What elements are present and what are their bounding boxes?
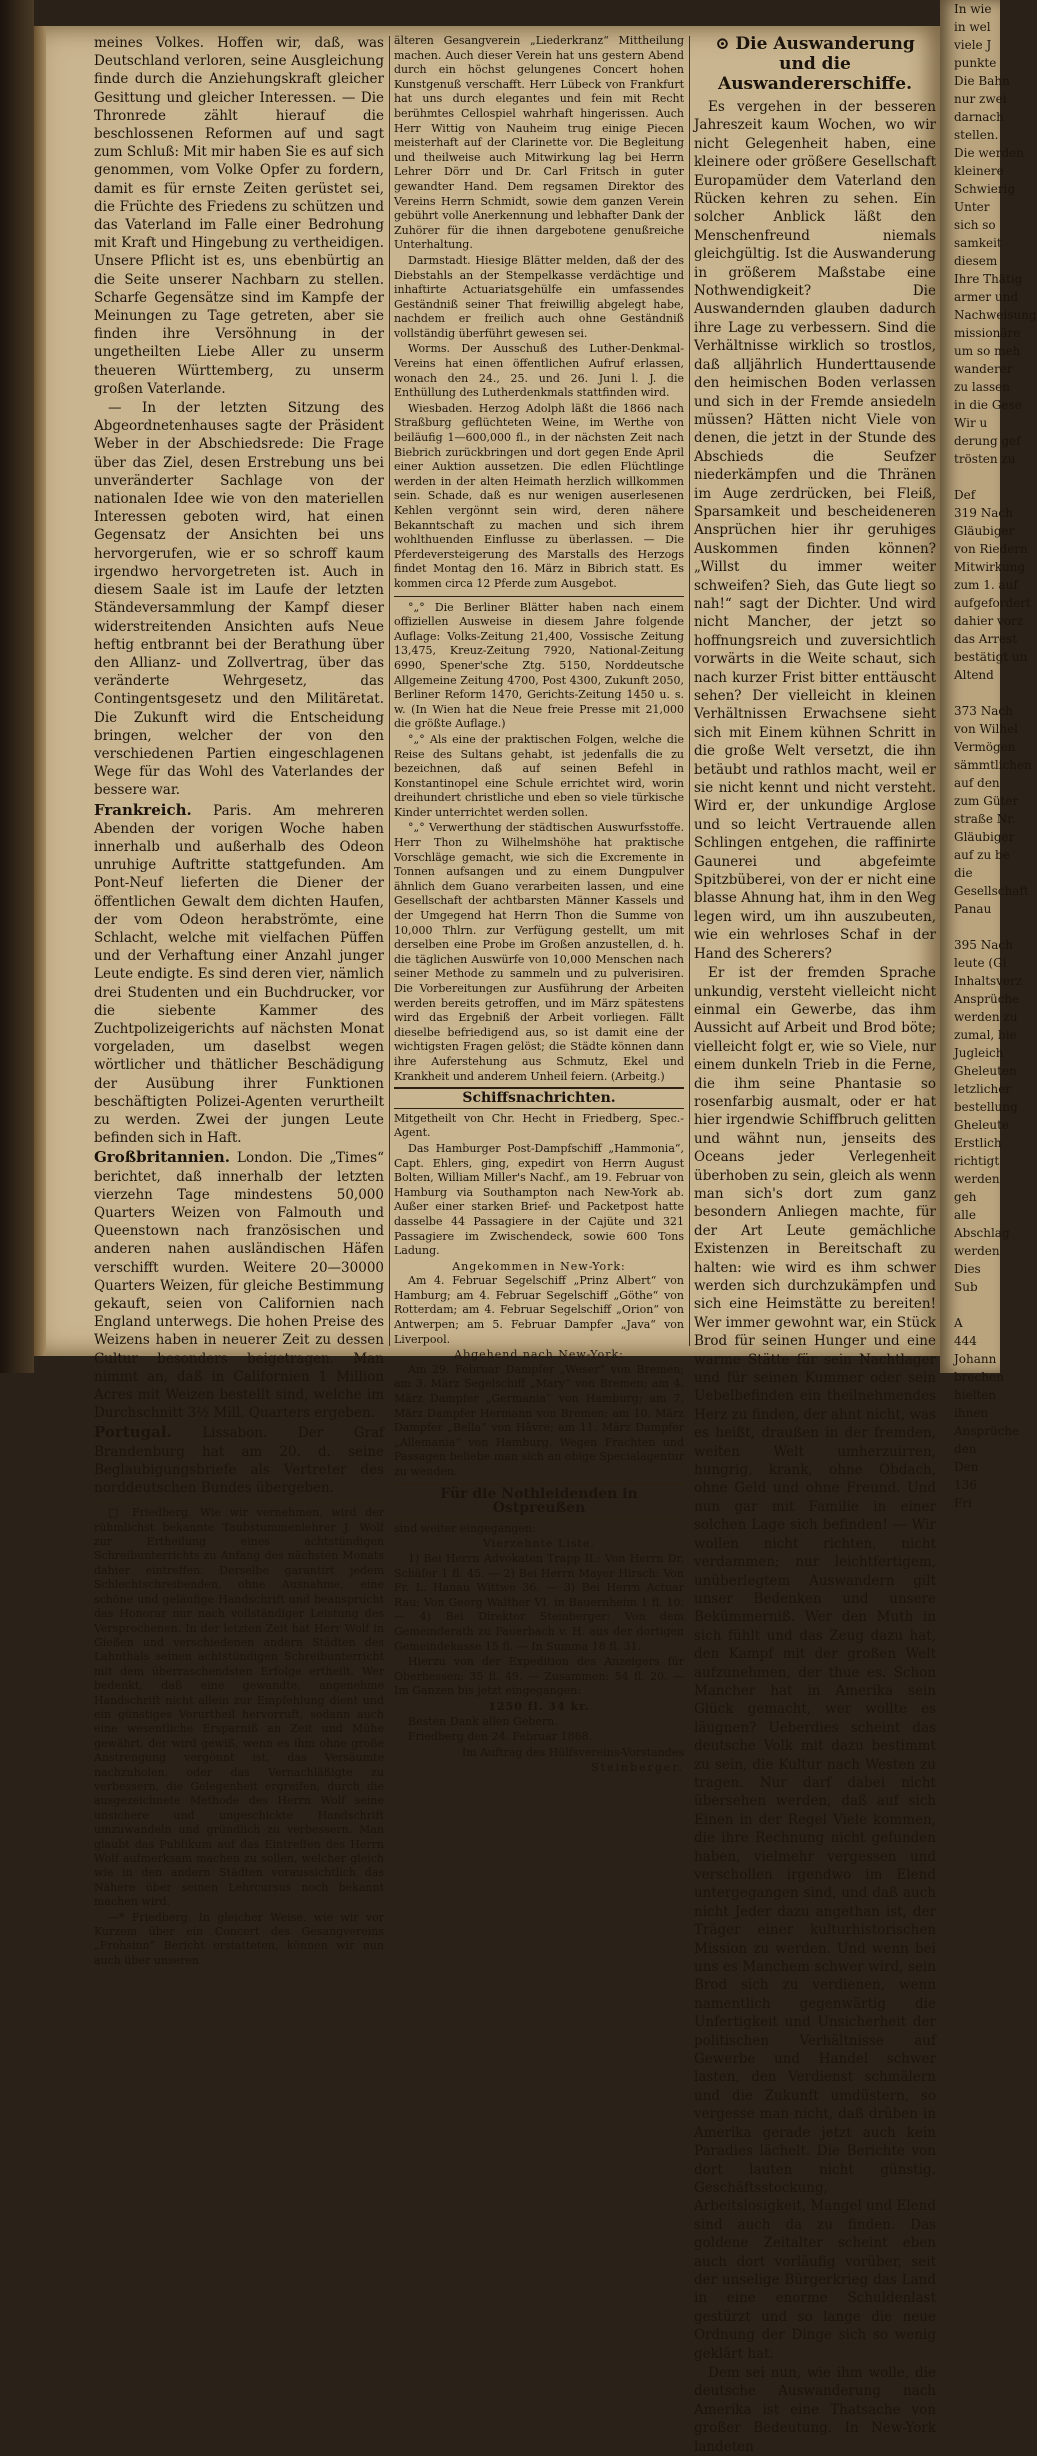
- article-berliner-blaetter: °„° Die Berliner Blätter haben nach einem offiziellen Ausweise in diesem Jahre folgende Auflage: Volks-Zeitung 21,400, Vossische Zeitung 13,475, Kreuz-Zeitung 7920, National-Zeitung 6990, Spener'sche Ztg. 5150, Norddeutsche Allgemeine Zeitung 4700, Post 4300, Zukunft 2050, Berliner Reform 1470, Gerichts-Zeitung 1450 u. s. w. (In Wien hat die Neue freie Presse mit 21,000 die größte Auflage.): [394, 600, 684, 731]
- noth-intro: sind weiter eingegangen:: [394, 1521, 536, 1535]
- adjacent-page-line: Vermögen: [954, 740, 1016, 754]
- adjacent-page-line: Die werden: [954, 146, 1024, 160]
- adjacent-page-line: Schwierig: [954, 182, 1016, 196]
- adjacent-page-line: Panau: [954, 902, 992, 916]
- article-friedberg-2: —* Friedberg. In gleicher Weise, wie wir vor Kurzem über ein Concert des Gesangvereins „Frohsinn“ Bericht erstatteten, können wir nun auch über unseren: [94, 1910, 384, 1967]
- noth-total: 1250 fl. 34 kr.: [488, 1699, 590, 1713]
- adjacent-page-line: trösten zu: [954, 452, 1016, 466]
- adjacent-page-line: Gheleuten: [954, 1064, 1017, 1078]
- adjacent-page-line: Wir u: [954, 416, 988, 430]
- section-heading-nothleidende: Für die Nothleidenden in Ostpreußen: [394, 1483, 684, 1519]
- adjacent-page-strip: [940, 0, 1037, 1510]
- subheading-angekommen: Angekommen in New-York:: [452, 1259, 626, 1273]
- article-wiesbaden: Wiesbaden. Herzog Adolph läßt die 1866 nach Straßburg geflüchteten Weine, im Werthe von beiläufig 1—600,000 fl., in der nächsten Zeit nach Biebrich zurückbringen und dort gegen Ende April einer Auktion aussetzen. Die edlen Flüchtlinge werden in der alten Heimath herzlich willkommen sein. Schade, daß es nur wenigen auserlesenen Kehlen vergönnt sein wird, deren nähere Bekanntschaft zu machen und sich ihrem wohlthuenden Einflusse zu überlassen. — Die Pferdeversteigerung des Marstalls des Herzogs findet Montag den 16. März in Bibrich statt. Es kommen circa 12 Pferde zum Ausgebot.: [394, 401, 684, 590]
- adjacent-page-line: Sub: [954, 1280, 978, 1294]
- divider: [394, 596, 684, 597]
- adjacent-page-line: 444: [954, 1334, 977, 1348]
- list-abgehend: Am 29. Februar Dampfer „Weser“ von Bremen; am 3. März Segelschiff „Mary“ von Bremen; am 4. März Dampfer „Germania“ von Hamburg; am 7. März Dampfer Hermann von Bremen; am 10. März Dampfer „Bella“ von Hâvre; am 11. März Dampfer „Allemania“ von Hamburg. Wegen Frachten und Passagen beliebe man sich an obige Specialagentur zu wenden.: [394, 1362, 684, 1478]
- article-sultan: °„° Als eine der praktischen Folgen, welche die Reise des Sultans gehabt, ist jedenfalls die zu bezeichnen, daß auf seinen Befehl in Konstantinopel eine Schule errichtet wird, worin dreihundert christliche und eben so viele türkische Kinder unterrichtet werden sollen.: [394, 732, 684, 819]
- adjacent-page-line: viele J: [954, 38, 992, 52]
- adjacent-page-line: zumal, bie: [954, 1028, 1017, 1042]
- schiff-subtitle: Mitgetheilt von Chr. Hecht in Friedberg, Spec.-Agent.: [394, 1111, 684, 1140]
- noth-date: Friedberg den 24. Februar 1868.: [408, 1730, 593, 1744]
- article-verwerthung: °„° Verwerthung der städtischen Auswurfsstoffe. Herr Thon zu Wilhelmshöhe hat praktische Vorschläge gemacht, wie sich die Excremente in Tonnen aufsangen und zu einem Dungpulver ähnlich dem Guano verarbeiten lassen, und eine Gesellschaft der achtbarsten Männer Kassels und der Umgegend hat Herrn Thon die Summe von 10,000 Thlrn. zur Verfügung gestellt, um mit derselben eine Probe im Großen anzustellen, d. h. die täglichen Auswürfe von 10,000 Menschen nach seiner Methode zu sammeln und zu pulverisiren. Die Vorbereitungen zur Ausführung der Arbeiten werden bereits getroffen, und im März spätestens wird das Ergebniß der Arbeit vorliegen. Fällt dieselbe befriedigend aus, so ist damit eine der wichtigsten Fragen gelöst; die Städte können dann ihre Auferstehung aus Schmutz, Ekel und Krankheit und anderem Unheil feiern. (Arbeitg.): [394, 821, 684, 1083]
- adjacent-page-line: straße Nr.: [954, 812, 1016, 826]
- noth-liste: Vierzehnte Liste.: [483, 1537, 595, 1551]
- adjacent-page-line: Ansprüche: [954, 992, 1020, 1006]
- adjacent-page-line: Inhaltsverz: [954, 974, 1023, 988]
- column-1: [94, 34, 385, 1967]
- adjacent-page-line: In wie: [954, 2, 992, 16]
- article-title-auswanderung: ⊙ Die Auswanderung und die Auswandererschiffe.: [715, 34, 915, 94]
- article-portugal: Lissabon. Der Graf Brandenburg hat am 20. d. seine Beglaubigungsbriefe als Vertreter des norddeutschen Bundes übergeben.: [94, 1425, 385, 1497]
- column-3: [694, 34, 936, 2455]
- adjacent-page-line: nur zwei: [954, 92, 1007, 106]
- column-rule-2: [689, 36, 690, 1346]
- adjacent-page-line: Nachweisung: [954, 308, 1037, 322]
- adjacent-page-line: armer und: [954, 290, 1019, 304]
- adjacent-page-line: Fri: [954, 1496, 972, 1510]
- paragraph: Dem sei nun, wie ihm wolle, die deutsche Auswanderung nach Amerika ist eine Thatsache von großer Bedeutung. In New-York landeten: [694, 2364, 936, 2455]
- adjacent-page-line: darnach: [954, 110, 1004, 124]
- noth-thanks: Besten Dank allen Gebern.: [408, 1714, 558, 1728]
- adjacent-page-line: Altend: [954, 668, 994, 682]
- noth-donations: 1) Bei Herrn Advokaten Trapp II.: Von Herrn Dr. Schäfer 1 fl. 45. — 2) Bei Herrn Mayer Hirsch: Von Fr. L. Hanau Wittwe 36. — 3) Bei Herrn Actuar Rau: Von Georg Walther VI. in Bauernheim 1 fl. 10. — 4) Bei Direktor Steinberger: Von dem Gemeinderath zu Fauerbach v. H. aus der dortigen Gemeindekasse 15 fl. — In Summa 18 fl. 31.: [394, 1551, 684, 1653]
- adjacent-page-line: werden zu: [954, 1010, 1018, 1024]
- adjacent-page-line: Den: [954, 1460, 979, 1474]
- adjacent-page-line: zum Güter: [954, 794, 1019, 808]
- adjacent-page-line: den: [954, 1442, 977, 1456]
- adjacent-page-line: Gheleute: [954, 1118, 1010, 1132]
- adjacent-page-line: sich so: [954, 218, 996, 232]
- adjacent-page-line: geh: [954, 1190, 977, 1204]
- adjacent-page-line: aufgefordert: [954, 596, 1031, 610]
- adjacent-page-line: Dies: [954, 1262, 981, 1276]
- adjacent-page-line: Die Bahn: [954, 74, 1010, 88]
- adjacent-page-line: letzlicher: [954, 1082, 1012, 1096]
- column-rule-1: [389, 36, 390, 1346]
- book-binding-edge: [0, 0, 34, 1373]
- adjacent-page-line: werden: [954, 1244, 1000, 1258]
- adjacent-page-line: [940, 684, 1000, 702]
- page-gutter: [34, 26, 46, 1356]
- section-heading-frankreich: Frankreich.: [94, 800, 192, 819]
- section-heading-portugal: Portugal.: [94, 1423, 172, 1442]
- adjacent-page-line: brechen: [954, 1370, 1004, 1384]
- adjacent-page-line: dahier vorz: [954, 614, 1024, 628]
- noth-donations-2: Hierzu von der Expedition des Anzeigers für Oberhessen: 35 fl. 49. — Zusammen: 54 fl. 20. — Im Ganzen bis jetzt eingegangen:: [394, 1655, 684, 1698]
- adjacent-page-line: Unter: [954, 200, 990, 214]
- adjacent-page-line: um so meh: [954, 344, 1021, 358]
- adjacent-page-line: A: [954, 1316, 963, 1330]
- adjacent-page-line: Ansprüche: [954, 1424, 1020, 1438]
- adjacent-page-line: punkte: [954, 56, 997, 70]
- adjacent-page-line: samkeit: [954, 236, 1002, 250]
- article-darmstadt: Darmstadt. Hiesige Blätter melden, daß der des Diebstahls an der Stempelkasse verdächtige und inhaftirte Actuariatsgehülfe ein umfassendes Geständniß seiner That freiwillig abgelegt habe, nachdem er freilich auch ohne Geständniß vollständig überführt gewesen sei.: [394, 253, 684, 340]
- adjacent-page-line: 319 Nach: [954, 506, 1013, 520]
- section-heading-schiffsnachrichten: Schiffsnachrichten.: [394, 1087, 684, 1109]
- adjacent-page-line: werden: [954, 1172, 1000, 1186]
- adjacent-page-line: [940, 468, 1000, 486]
- article-friedberg-1: □ Friedberg. Wie wir vernehmen, wird der rühmlichst bekannte Taubstummenlehrer J. Wolf zur Ertheilung eines achtstündigen Schreibunterrichts zu Anfang des nächsten Monats dahier eintreffen. Derselbe garantirt jedem Schlechtschreibenden, ohne Ausnahme, eine schöne und geläufige Handschrift und beansprucht das Honorar nur nach vollständiger Leistung des Versprochenen. In der letzten Zeit hat Herr Wolf in Gießen und verschiedenen andern Städten des Lahnthals seinen achtstündigen Schreibunterricht mit dem überraschendsten Erfolge ertheilt. Wer bedenkt, daß eine gewandte, angenehme Handschrift nicht allein zur Empfehlung dient und ein günstiges Vorurtheil hervorruft, sodann auch eine wesentliche Ersparniß an Zeit und Mühe gewährt, der wird gewiß, wenn es ihm ohne große Anstrengung vergönnt ist, das Versäumte nachzuholen, oder das Vernachläßigte zu verbessern, die Gelegenheit ergreifen, durch die ausgezeichnete Methode des Herrn Wolf seine unsichere und ungeschickte Handschrift umzuwandeln und gründlich zu verbessern. Man glaubt das Publikum auf das Eintreffen des Herrn Wolf aufmerksam machen zu sollen, welcher gleich wie in den andern Städten voraussichtlich das Nähere über seinen Lehrcursus noch bekannt machen wird.: [94, 1506, 384, 1909]
- subheading-abgehend: Abgehend nach New-York:: [454, 1348, 624, 1362]
- adjacent-page-line: zu lassen: [954, 380, 1011, 394]
- adjacent-page-line: diesem: [954, 254, 998, 268]
- paragraph: meines Volkes. Hoffen wir, daß, was Deutschland verloren, seine Ausgleichung finde durch die Anziehungskraft gleicher Gesittung und gleicher Interessen. — Die Thronrede zählt hierauf die beschlossenen Reformen auf und sagt zum Schluß: Mit mir haben Sie es auf sich genommen, vom Volke Opfer zu fordern, damit es für ernste Zeiten gerüstet sei, die Früchte des Friedens zu schützen und das Vaterland im Falle einer Bedrohung mit Kraft und Hingebung zu vertheidigen. Unsere Pflicht ist es, uns ebenbürtig an die Seite unserer Nachbarn zu stellen. Scharfe Gegensätze sind im Kampfe der Meinungen zu Tage getreten, aber sie finden ihre Versöhnung in der ungetheilten Liebe Aller zu unserm theueren Württemberg, zu unserm großen Vaterlande.: [94, 35, 384, 397]
- article-grossbritannien: London. Die „Times“ berichtet, daß innerhalb der letzten vierzehn Tage mindestens 50,000 Quarters Weizen von Falmouth und Queenstown nach französischen und anderen nahen ausländischen Häfen verschifft wurden. Weitere 20—30000 Quarters Weizen, für gleiche Bestimmung gekauft, seien von Californien nach England unterwegs. Die hohen Preise des Weizens haben in neuerer Zeit zu dessen Cultur besonders beigetragen. Man nimmt an, daß in Californien 1 Million Acres mit Weizen bestellt sind, welche im Durchschnitt 3½ Mill. Quarters ergeben.: [94, 1150, 384, 1422]
- article-frankreich: Paris. Am mehreren Abenden der vorigen Woche haben innerhalb und außerhalb des Odeon unruhige Auftritte stattgefunden. Am Pont-Neuf lieferten die Diener der öffentlichen Gewalt dem dichten Haufen, der vom Odeon herabströmte, eine Schlacht, welche mit vielfachen Püffen und der Verhaftung einer Anzahl junger Leute endigte. Es sind deren vier, nämlich drei Studenten und ein Buchdrucker, vor die siebente Kammer des Zuchtpolizeigerichts auf nächsten Monat vorgeladen, um daselbst wegen wörtlicher und thätlicher Beschädigung der Ausübung ihrer Funktionen beschäftigten Polizei-Agenten verurtheilt zu werden. Zwei der jungen Leute befinden sich in Haft.: [94, 802, 385, 1147]
- adjacent-page-line: [940, 1296, 1000, 1314]
- adjacent-page-line: Johann: [954, 1352, 997, 1366]
- noth-name: Steinberger.: [591, 1761, 684, 1775]
- adjacent-page-line: leute (Gi: [954, 956, 1007, 970]
- adjacent-page-line: zum 1. auf: [954, 578, 1018, 592]
- paragraph: Er ist der fremden Sprache unkundig, versteht vielleicht nicht einmal ein Gewerbe, das ihm Aussicht auf Arbeit und Brod böte; vielleicht folgt er, wie so Viele, nur einem dunkeln Trieb in die Ferne, die ihm seine Phantasie so rosenfarbig ausmalt, oder er hat hier irgendwie Schiffbruch gelitten und wähnt nun, jenseits des Oceans jeder Verlegenheit überhoben zu sein, gleich als wenn man sich's dort zum ganz besondern Anliegen machte, für der Art Leute gemächliche Existenzen in Bereitschaft zu halten: wie wird es ihm schwer werden sich durchzukämpfen und sich eine Heimstätte zu bereiten! Wer immer gewohnt war, ein Stück Brod für seinen Hunger und eine warme Stätte für sein Nachtlager und für seinen Kummer oder sein Uebelbefinden ein theilnehmendes Herz zu finden, der ahnt nicht, was es heißt, draußen in der fremden, weiten Welt umherzuirren, hungrig, krank, ohne Obdach, ohne Geld und ohne Freund. Und nun gar mit Familie in einer solchen Lage sich befinden! — Wir wollen nicht richten, nicht verdammen; nur leichtfertigem, unüberlegtem Auswandern gilt unser Bedenken und unsere Bekümmerniß. Wer den Muth in sich fühlt und das Zeug dazu hat, den Kampf mit der großen Welt aufzunehmen, der thue es. Schon Mancher hat in Amerika sein Glück gemacht, wer wollte es läugnen? Ueberdies scheint das deutsche Volk mit dazu bestimmt zu sein, die Kultur nach Westen zu tragen. Nur darf dabei nicht übersehen werden, daß auf sich Einen in der Regel Viele kommen, die ihre Rechnung nicht gefunden haben, vielmehr vergessen und verschollen irgendwo im Elend untergegangen sind, und daß auch nicht Jeder dazu angethan ist, der Träger einer kulturhistorischen Mission zu werden. Und wenn bei uns es Manchem schwer wird, sein Brod sich zu verdienen, wenn namentlich gegenwärtig die Unfertigkeit und Unsicherheit der politischen Verhältnisse auf Gewerbe und Handel schwer lasten, den Verdienst schmälern und die Zukunft umdüstern, so vergesse man nicht, daß drüben in Amerika gerade jetzt auch kein Paradies lächelt. Die Berichte von dort lauten nicht günstig. Geschäftsstockung, Arbeitslosigkeit, Mangel und Elend sind auch da zu finden. Das goldene Zeitalter scheint eben auch dort vorläufig vorüber, seit der unselige Bürgerkrieg das Land in eine enorme Schuldenlast gestürzt und so lange die neue Ordnung der Dinge sich so wenig geklärt hat.: [694, 965, 936, 2362]
- adjacent-page-line: richtigt: [954, 1154, 1000, 1168]
- adjacent-page-line: in die Gese: [954, 398, 1022, 412]
- adjacent-page-line: alle: [954, 1208, 976, 1222]
- adjacent-page-line: missionäre: [954, 326, 1021, 340]
- adjacent-page-line: 373 Nach: [954, 704, 1013, 718]
- adjacent-page-line: die: [954, 866, 973, 880]
- adjacent-page-line: Def: [954, 488, 976, 502]
- adjacent-page-line: auf den: [954, 776, 1000, 790]
- noth-signature: Im Auftrag des Hülfsvereins-Vorstandes: [461, 1745, 684, 1759]
- divider: [94, 1501, 384, 1502]
- adjacent-page-line: 136: [954, 1478, 977, 1492]
- adjacent-page-line: von Riedern: [954, 542, 1028, 556]
- adjacent-page-line: Gläubiger: [954, 524, 1015, 538]
- adjacent-page-line: Gläubiger: [954, 830, 1015, 844]
- adjacent-page-line: Abschlag: [954, 1226, 1010, 1240]
- adjacent-page-line: [940, 918, 1000, 936]
- adjacent-page-line: bestätigt un: [954, 650, 1028, 664]
- article-liederkranz: älteren Gesangverein „Liederkranz“ Mittheilung machen. Auch dieser Verein hat uns gestern Abend durch ein höchst gelungenes Concert hohen Kunstgenuß verschafft. Herr Lübeck von Frankfurt hat uns durch elegantes und fein mit Recht berühmtes Cellospiel wahrhaft hingerissen. Auch Herr Wittig von Nauheim trug einige Piecen meisterhaft auf der Clarinette vor. Die Begleitung und theilweise auch Mitwirkung lag bei Herrn Lehrer Dörr und Dr. Carl Fritsch in guter gewandter Hand. Dem regsamen Direktor des Vereins Herrn Schmidt, sowie dem ganzen Verein gebührt volle Anerkennung und lebhafter Dank der Zuhörer für die ihnen dargebotene genußreiche Unterhaltung.: [394, 34, 684, 252]
- adjacent-page-line: Jugleich: [954, 1046, 1004, 1060]
- adjacent-page-line: derung gef: [954, 434, 1021, 448]
- adjacent-page-line: Gesellschaft: [954, 884, 1029, 898]
- adjacent-page-line: Mitwirkung: [954, 560, 1026, 574]
- column-2: [394, 34, 684, 1775]
- adjacent-page-line: sämmtlichen: [954, 758, 1032, 772]
- adjacent-page-line: 395 Nach: [954, 938, 1013, 952]
- adjacent-page-line: das Arrest: [954, 632, 1018, 646]
- adjacent-page-line: auf zu be: [954, 848, 1010, 862]
- paragraph: — In der letzten Sitzung des Abgeordnetenhauses sagte der Präsident Weber in der Abschiedsrede: Die Frage über das Ziel, desen Erstrebung uns bei unveränderter Sachlage von der nationalen Idee wie von den materiellen Interessen geboten wird, hat einen Gegensatz der Ansichten bei uns hervorgerufen, wie er so schroff kaum irgendwo hervorgetreten ist. Auch in diesem Saale ist im Laufe der letzten Ständeversammlung der Kampf dieser widerstreitenden Ansichten aufs Neue heftig entbrannt bei der Berathung über den Allianz- und Zollvertrag, über das veränderte Wehrgesetz, das Contingentsgesetz und den Militäretat. Die Zukunft wird die Entscheidung bringen, welcher der von den verschiedenen Partien eingeschlagenen Wege für das Wohl des Vaterlandes der bessere war.: [94, 400, 384, 799]
- adjacent-page-line: stellen.: [954, 128, 999, 142]
- newspaper-page: [34, 26, 940, 2455]
- list-angekommen: Am 4. Februar Segelschiff „Prinz Albert“ von Hamburg; am 4. Februar Segelschiff „Göthe“ von Rotterdam; am 4. Februar Segelschiff „Orion“ von Antwerpen; am 5. Februar Dampfer „Java“ von Liverpool.: [394, 1274, 684, 1346]
- adjacent-page-line: ihnen: [954, 1406, 989, 1420]
- article-worms: Worms. Der Ausschuß des Luther-Denkmal-Vereins hat einen öffentlichen Aufruf erlassen, wonach den 24., 25. und 26. Juni l. J. die Enthüllung des Lutherdenkmals stattfinden wird.: [394, 342, 684, 400]
- adjacent-page-line: Erstlich: [954, 1136, 1002, 1150]
- article-hammonia: Das Hamburger Post-Dampfschiff „Hammonia“, Capt. Ehlers, ging, expedirt von Herrn August Bolten, William Miller's Nachf., am 19. Februar von Hamburg via Southampton nach New-York ab. Außer einer starken Brief- und Packetpost hatte dasselbe 44 Passagiere in der Cajüte und 321 Passagiere im Zwischendeck, sowie 600 Tons Ladung.: [394, 1141, 684, 1258]
- adjacent-page-line: bestellung: [954, 1100, 1018, 1114]
- paragraph: Es vergehen in der besseren Jahreszeit kaum Wochen, wo wir nicht Gelegenheit haben, eine kleinere oder größere Gesellschaft Europamüder dem Vaterland den Rücken kehren zu sehen. Ein solcher Anblick läßt den Menschenfreund niemals gleichgültig. Ist die Auswanderung in größerem Maßstabe eine Nothwendigkeit? Die Auswandernden glauben dadurch ihre Lage zu verbessern. Sind die Verhältnisse wirklich so trostlos, daß alljährlich Hunderttausende den heimischen Boden verlassen und sich in der Fremde ansiedeln müssen? Hätten nicht Viele von denen, die jetzt in der Stunde des Abschieds die Seufzer niederkämpfen und die Thränen im Auge zerdrücken, bei Fleiß, Sparsamkeit und bescheideneren Ansprüchen hier ihr geruhiges Auskommen finden können? „Willst du immer weiter schweifen? Sieh, das Gute liegt so nah!“ sagt der Dichter. Und wird nicht Mancher, der jetzt so hoffnungsreich und zuversichtlich vorwärts in die Weite schaut, sich nach kurzer Frist bitter enttäuscht sehen? Der vielleicht in kleinen Verhältnissen Erwachsene sieht sich mit Einem kühnen Schritt in die große Welt versetzt, die ihn betäubt und rathlos macht, weil er sie nicht kennt und nicht versteht. Wird er, der unkundige Arglose und so leicht Vertrauende allen Schlingen entgehen, die raffinirte Gaunerei und abgefeimte Spitzbüberei, von der er nicht eine blasse Ahnung hat, ihm in den Weg legen wird, um ihn auszubeuten, wie ein wehrloses Schaf in der Hand des Scherers?: [694, 99, 936, 962]
- section-heading-grossbritannien: Großbritannien.: [94, 1148, 231, 1167]
- adjacent-page-line: kleinere: [954, 164, 1004, 178]
- adjacent-page-line: wanderer: [954, 362, 1013, 376]
- adjacent-page-line: Ihre Thätig: [954, 272, 1023, 286]
- adjacent-page-line: von Wilhel: [954, 722, 1019, 736]
- adjacent-page-line: hielten: [954, 1388, 997, 1402]
- adjacent-page-line: in wel: [954, 20, 991, 34]
